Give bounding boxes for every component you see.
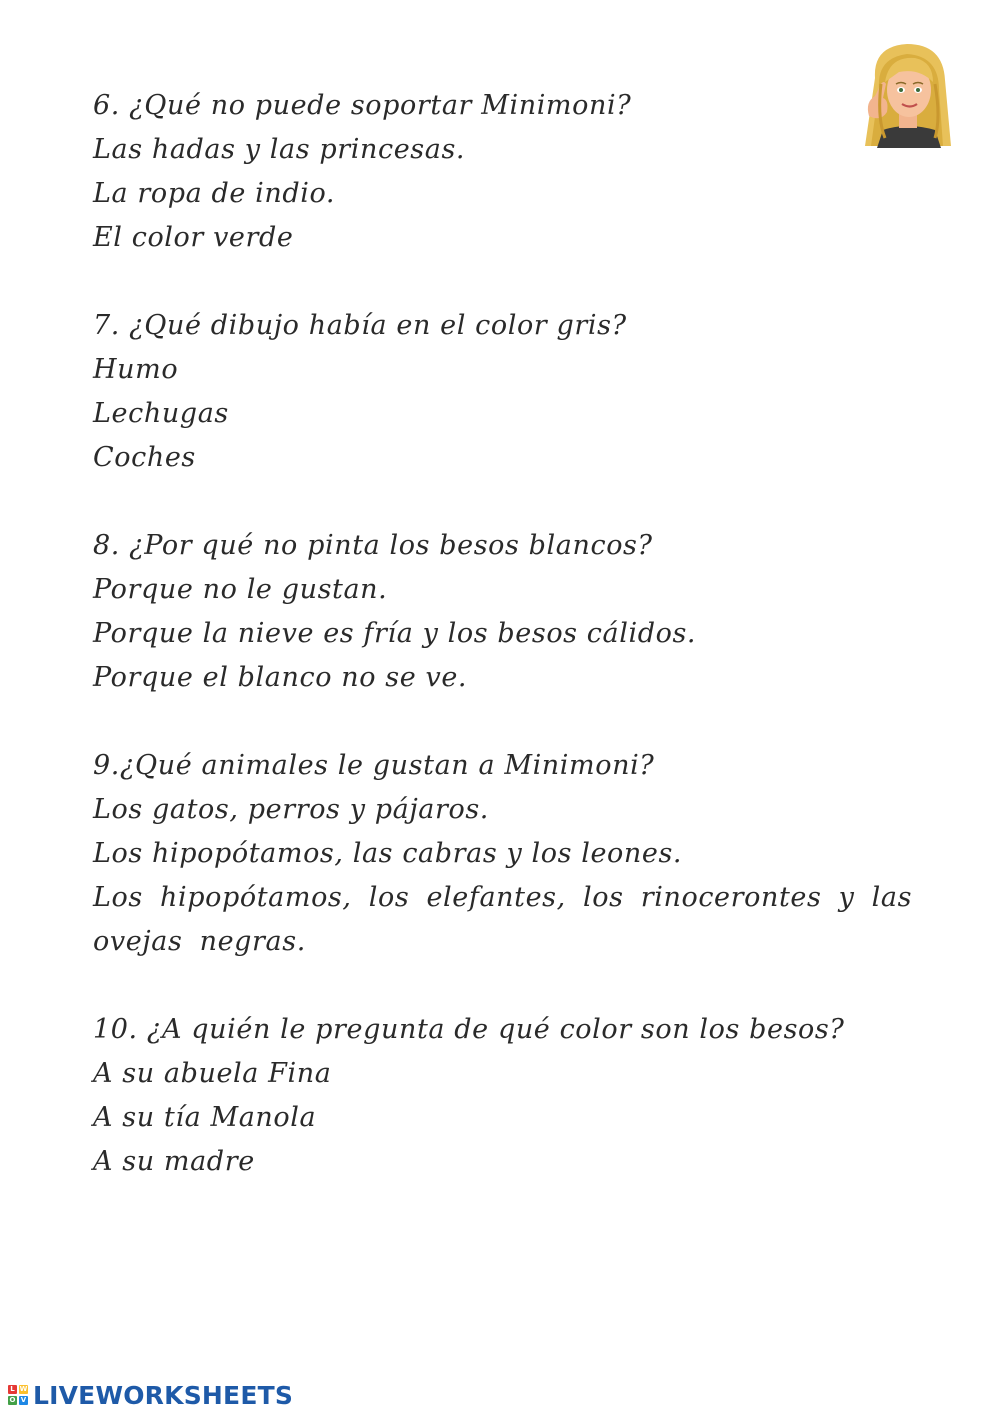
question-block-9 <box>93 744 933 964</box>
answer-option[interactable]: Las hadas y las princesas. <box>93 134 466 165</box>
answer-option[interactable]: Los hipopótamos, las cabras y los leones. <box>93 838 683 869</box>
answer-option[interactable]: Los gatos, perros y pájaros. <box>93 794 489 825</box>
answer-option[interactable]: El color verde <box>93 222 294 253</box>
question-block-8 <box>93 524 933 700</box>
answer-option[interactable]: La ropa de indio. <box>93 178 336 209</box>
question-text: 7. ¿Qué dibujo había en el color gris? <box>93 310 627 341</box>
logo-text: LIVEWORKSHEETS <box>33 1380 294 1410</box>
liveworksheets-logo[interactable] <box>8 1379 293 1411</box>
answer-option[interactable]: Los hipopótamos, los elefantes, los rinocerontes y las ovejas negras. <box>93 882 913 957</box>
logo-letter: W <box>19 1385 28 1393</box>
answer-option[interactable]: Coches <box>93 442 196 473</box>
answer-option[interactable]: Porque el blanco no se ve. <box>93 662 468 693</box>
answer-option[interactable]: Humo <box>93 354 179 385</box>
answer-option[interactable]: Porque no le gustan. <box>93 574 388 605</box>
answer-option[interactable]: A su madre <box>93 1146 255 1177</box>
answer-option[interactable]: A su abuela Fina <box>93 1058 332 1089</box>
logo-letter: V <box>20 1396 27 1404</box>
question-text: 10. ¿A quién le pregunta de qué color son los besos? <box>93 1014 845 1045</box>
logo-grid-icon <box>8 1385 28 1405</box>
question-block-10 <box>93 1008 933 1184</box>
worksheet-content <box>93 84 933 1228</box>
question-text: 8. ¿Por qué no pinta los besos blancos? <box>93 530 653 561</box>
answer-option[interactable]: Lechugas <box>93 398 229 429</box>
question-text: 9.¿Qué animales le gustan a Minimoni? <box>93 750 655 781</box>
answer-option[interactable]: Porque la nieve es fría y los besos cálidos. <box>93 618 697 649</box>
question-text: 6. ¿Qué no puede soportar Minimoni? <box>93 90 632 121</box>
question-block-7 <box>93 304 933 480</box>
answer-option[interactable]: A su tía Manola <box>93 1102 317 1133</box>
question-block-6 <box>93 84 933 260</box>
logo-letter: L <box>8 1385 17 1394</box>
logo-letter: O <box>9 1396 16 1404</box>
